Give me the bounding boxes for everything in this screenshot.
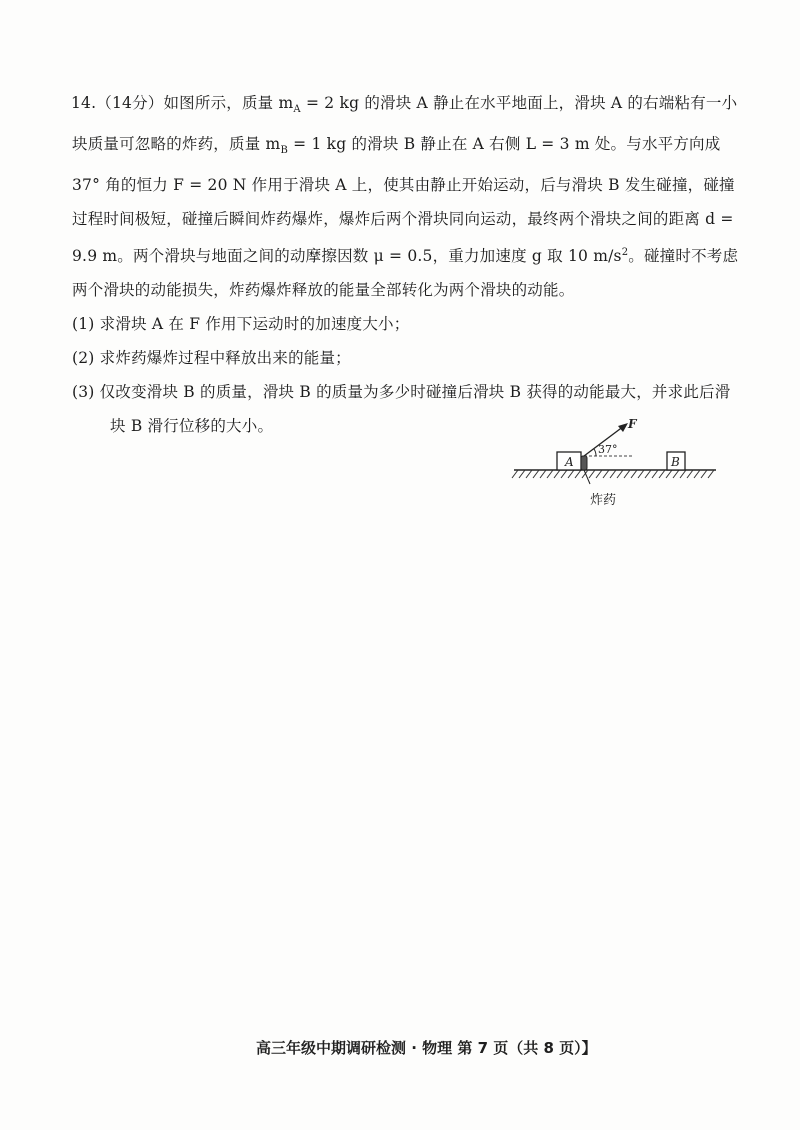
stem-subscript-b: B	[280, 145, 288, 157]
problem-number: 14.（14分）	[71, 94, 164, 112]
stem-part-3: = 1 kg 的滑块 B 静止在 A 右侧 L = 3 m 处。与水平方向成 37° 角的恒力 F = 20 N 作用于滑块 A 上，使其由静止开始运动，后与滑块 B 发生碰撞，碰撞过程时间极短，碰撞后瞬间炸药爆炸，爆炸后两个滑块同向运动，最终两个滑块之间的距离 d = 9.9 m。两个滑块与地面之间的动摩擦因数 μ = 0.5，重力加速度 g 取 10 m/s	[72, 135, 735, 266]
problem-figure	[510, 418, 720, 518]
explosive-caption: 炸药	[590, 493, 617, 508]
ground-hatching	[512, 470, 714, 478]
stem-part-4: 。碰撞时不考虑两个滑块的动能损失，炸药爆炸释放的能量全部转化为两个滑块的动能。	[72, 247, 739, 300]
stem-subscript-a: A	[293, 104, 301, 116]
question-2: (2) 求炸药爆炸过程中释放出来的能量；	[72, 349, 351, 368]
angle-label: 37°	[598, 443, 618, 456]
problem-stem	[72, 86, 740, 307]
question-3-line-2: 块 B 滑行位移的大小。	[110, 417, 274, 436]
angle-arc	[594, 449, 596, 456]
stem-part-1: 如图所示，质量 m	[163, 94, 294, 112]
force-diagram	[510, 418, 720, 518]
block-a-label: A	[565, 455, 574, 469]
explosive-charge	[581, 456, 587, 470]
force-arrowhead	[618, 423, 628, 432]
stem-superscript: 2	[621, 247, 629, 259]
question-3-line-1: (3) 仅改变滑块 B 的质量，滑块 B 的质量为多少时碰撞后滑块 B 获得的动能最大，并求此后滑	[72, 383, 731, 402]
page-footer: 高三年级中期调研检测 · 物理 第 7 页（共 8 页）】	[256, 1039, 597, 1057]
stem-part-2: = 2 kg 的滑块 A 静止在水平地面上，滑块 A 的右端粘有一小块质量可忽略的炸药，质量 m	[72, 94, 738, 154]
problem-14	[72, 86, 740, 443]
force-label: F	[628, 418, 637, 431]
question-1: (1) 求滑块 A 在 F 作用下运动时的加速度大小；	[72, 315, 410, 334]
block-b-label: B	[671, 455, 680, 469]
